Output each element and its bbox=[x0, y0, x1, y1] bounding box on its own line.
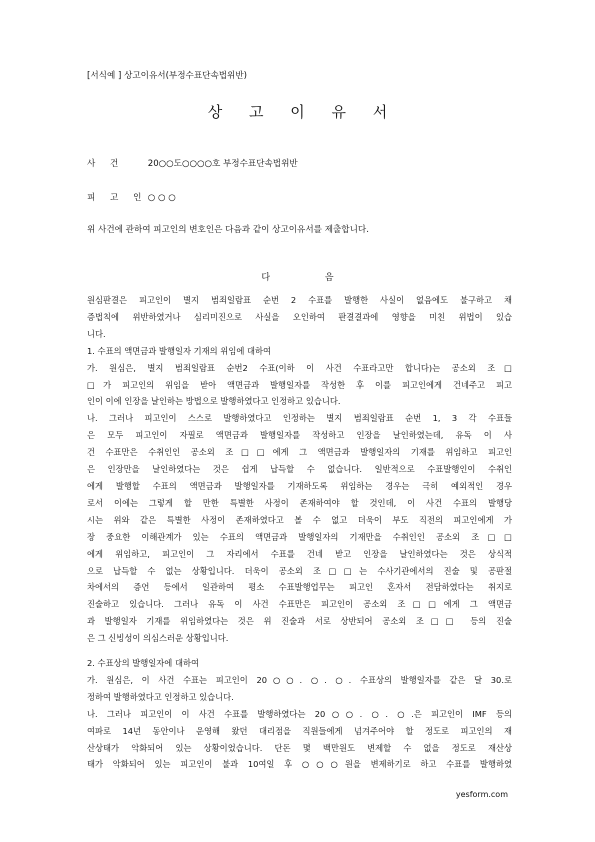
case-value: 20○○도○○○○호 부정수표단속법위반 bbox=[147, 159, 298, 169]
body-line: 차에서의 증언 등에서 일관하여 평소 수표발행업무는 피고인 혼자서 전담하였다는 취지로 bbox=[87, 582, 512, 593]
body-line: 로서 이에는 그렇게 할 만한 특별한 사정이 존재하여야 할 것인데, 이 사건 수표의 발행당 bbox=[87, 497, 512, 508]
body-line: 여파로 14년 동안이나 운영해 왔던 대리점을 직원들에게 넘겨주어야 할 정도로 피고인의 재 bbox=[87, 725, 512, 736]
footer-watermark: yesform.com bbox=[455, 790, 508, 799]
case-row bbox=[87, 157, 298, 169]
section-heading: 다 음 bbox=[261, 273, 360, 283]
body-section-1 bbox=[87, 292, 512, 647]
document-title: 상 고 이 유 서 bbox=[207, 103, 399, 121]
form-header-label: [서식예 ] 상고이유서(부정수표단속법위반) bbox=[87, 71, 248, 81]
body-line: 시는 위와 같은 특별한 사정이 존재하였다고 볼 수 없고 더욱이 부도 직전의 피고인에게 가 bbox=[87, 514, 512, 525]
body-line: 과 발행일자 기재를 위임하였다는 것은 위 진술과 서로 상반되어 공소외 조□□ 등의 진술 bbox=[87, 616, 512, 627]
body-line: 진술하고 있습니다. 그러나 유독 이 사건 수표만은 피고인이 공소외 조□□에게 그 액면금 bbox=[87, 599, 512, 610]
body-line: □가 피고인의 위임을 받아 액면금과 발행일자를 작성한 후 이를 피고인에게 건네주고 피고 bbox=[87, 379, 512, 390]
body-line: 증법칙에 위반하였거나 심리미진으로 사실을 오인하여 판결결과에 영향을 미친 위법이 있습 bbox=[87, 311, 512, 322]
body-line: 장 중요한 이해관계가 있는 수표의 액면금과 발행일자의 기재만을 수취인인 공소외 조□□ bbox=[87, 531, 512, 542]
body-line: 정하여 발행하였다고 인정하고 있습니다. bbox=[87, 691, 234, 702]
body-line: 은 그 신빙성이 의심스러운 상황입니다. bbox=[87, 633, 229, 644]
defendant-row bbox=[87, 191, 176, 203]
body-line: 건 수표만은 수취인인 공소외 조□□에게 그 액면금과 발행일자의 기재를 위임하고 피고인 bbox=[87, 447, 512, 458]
body-line: 에게 위임하고, 피고인이 그 자리에서 수표를 건네 받고 인장을 날인하였다는 것은 상식적 bbox=[87, 548, 512, 559]
defendant-value: ○ ○ ○ bbox=[147, 193, 176, 203]
body-section-2 bbox=[87, 655, 512, 773]
body-line: 나. 그러나 피고인이 스스로 발행하였다고 인정하는 별지 범죄일람표 순번 1, 3 각 수표들 bbox=[87, 413, 512, 424]
defendant-label: 피 고 인 bbox=[87, 193, 148, 203]
body-line: 가. 원심은, 이 사건 수표는 피고인이 20○○. ○. ○. 수표상의 발행일자를 같은 달 30.로 bbox=[87, 674, 512, 685]
body-line: 2. 수표상의 발행일자에 대하여 bbox=[87, 658, 200, 668]
body-line: 나. 그러나 피고인이 이 사건 수표를 발행하였다는 20○○. ○. ○.은 피고인이 IMF 등의 bbox=[87, 708, 512, 719]
body-line: 은 모두 피고인이 자필로 액면금과 발행일자를 작성하고 인장을 날인하였는데, 유독 이 사 bbox=[87, 430, 512, 441]
body-line: 원심판결은 피고인이 별지 범죄일람표 순번 2 수표를 발행한 사실이 없음에도 불구하고 채 bbox=[87, 295, 512, 305]
body-line: 인이 이에 인장을 날인하는 방법으로 발행하였다고 인정하고 있습니다. bbox=[87, 396, 341, 407]
body-line: 은 인장만을 날인하였다는 것은 쉽게 납득할 수 없습니다. 일반적으로 수표발행인이 수취인 bbox=[87, 464, 512, 475]
case-label: 사 건 bbox=[87, 159, 125, 169]
body-line: 으로 납득할 수 없는 상황입니다. 더욱이 공소외 조□□는 수사기관에서의 진술 및 공판절 bbox=[87, 565, 512, 576]
intro-paragraph: 위 사건에 관하여 피고인의 변호인은 다음과 같이 상고이유서를 제출합니다. bbox=[87, 225, 369, 235]
body-line: 산상태가 악화되어 있는 상황이었습니다. 단돈 몇 백만원도 변제할 수 없을 정도로 재산상 bbox=[87, 742, 512, 753]
body-line: 니다. bbox=[87, 328, 106, 339]
body-line: 에게 발행할 수표의 액면금과 발행일자를 기재하도록 위임하는 경우는 극히 예외적인 경우 bbox=[87, 480, 512, 491]
body-line: 가. 원심은, 별지 범죄일람표 순번2 수표(이하 이 사건 수표라고만 합니다)는 공소외 조□ bbox=[87, 362, 512, 373]
body-line: 1. 수표의 액면금과 발행일자 기재의 위임에 대하여 bbox=[87, 345, 272, 356]
body-line: 태가 악화되어 있는 피고인이 불과 10여일 후 ○○○원을 변제하기로 하고 수표를 발행하였 bbox=[87, 759, 512, 770]
